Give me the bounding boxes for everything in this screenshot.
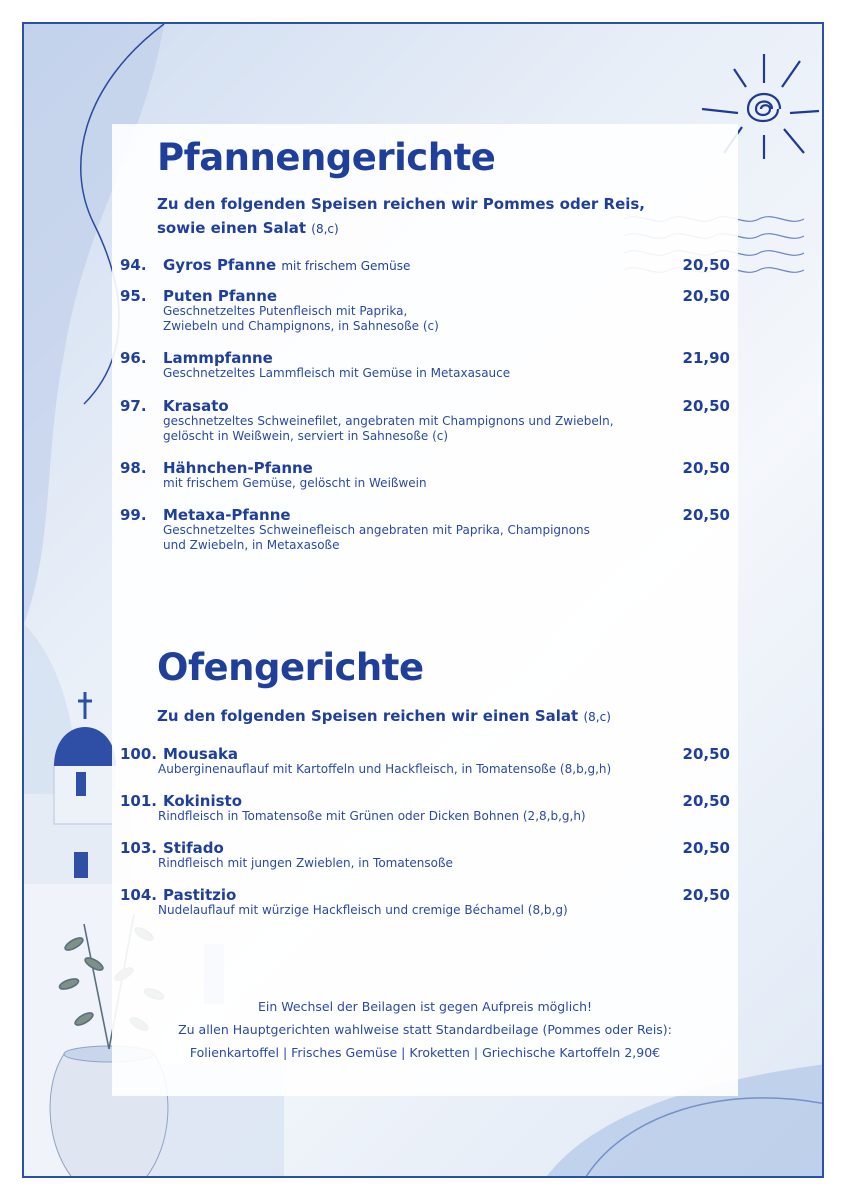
description-line: Nudelauflauf mit würzige Hackfleisch und cremige Béchamel (8,b,g) xyxy=(158,903,568,917)
description-line: geschnetzeltes Schweinefilet, angebraten mit Champignons und Zwiebeln, xyxy=(163,414,614,428)
section-title-ofengerichte: Ofengerichte xyxy=(157,646,424,689)
item-description xyxy=(163,304,439,334)
item-name-text: Mousaka xyxy=(163,745,239,763)
item-name xyxy=(163,459,313,477)
item-number: 94. xyxy=(120,256,147,274)
item-number: 98. xyxy=(120,459,147,477)
allergen-note: (8,c) xyxy=(311,222,339,236)
item-name-text: Metaxa-Pfanne xyxy=(163,506,291,524)
item-name-text: Hähnchen-Pfanne xyxy=(163,459,313,477)
item-name-text: Kokinisto xyxy=(163,792,243,810)
item-price: 20,50 xyxy=(682,745,730,763)
item-number: 101. xyxy=(120,792,158,810)
item-description xyxy=(163,414,614,444)
subtitle-line xyxy=(157,216,645,241)
item-name xyxy=(163,792,242,810)
allergen-note: (8,c) xyxy=(583,710,611,724)
item-price: 21,90 xyxy=(682,349,730,367)
item-description xyxy=(163,366,510,381)
subtitle-text: Zu den folgenden Speisen reichen wir einen Salat xyxy=(157,707,579,725)
item-name xyxy=(163,886,236,904)
item-price: 20,50 xyxy=(682,287,730,305)
description-line: Rindfleisch in Tomatensoße mit Grünen oder Dicken Bohnen (2,8,b,g,h) xyxy=(158,809,586,823)
footer-note xyxy=(112,995,738,1064)
item-name xyxy=(163,506,291,524)
item-number: 99. xyxy=(120,506,147,524)
item-number: 97. xyxy=(120,397,147,415)
item-price: 20,50 xyxy=(682,397,730,415)
description-line: mit frischem Gemüse, gelöscht in Weißwein xyxy=(163,476,427,490)
footer-line: Ein Wechsel der Beilagen ist gegen Aufpreis möglich! xyxy=(258,999,592,1014)
description-line: Auberginenauflauf mit Kartoffeln und Hackfleisch, in Tomatensoße (8,b,g,h) xyxy=(158,762,612,776)
subtitle-text: sowie einen Salat xyxy=(157,219,307,237)
item-number: 96. xyxy=(120,349,147,367)
item-number: 104. xyxy=(120,886,158,904)
item-name-text: Gyros Pfanne xyxy=(163,256,277,274)
item-description xyxy=(158,809,586,824)
item-number: 95. xyxy=(120,287,147,305)
item-price: 20,50 xyxy=(682,792,730,810)
item-name xyxy=(163,397,229,415)
item-description xyxy=(163,476,427,491)
item-number: 100. xyxy=(120,745,158,763)
item-name-text: Stifado xyxy=(163,839,224,857)
description-line: Geschnetzeltes Putenfleisch mit Paprika, xyxy=(163,304,408,318)
item-name xyxy=(163,839,224,857)
description-line: Geschnetzeltes Lammfleisch mit Gemüse in Metaxasauce xyxy=(163,366,511,380)
subtitle-line: Zu den folgenden Speisen reichen wir Pommes oder Reis, xyxy=(157,195,646,213)
item-name-text: Lammpfanne xyxy=(163,349,273,367)
section-subtitle xyxy=(157,192,645,241)
item-name xyxy=(163,256,410,274)
section-title-pfannengerichte: Pfannengerichte xyxy=(157,136,496,179)
footer-line: Zu allen Hauptgerichten wahlweise statt Standardbeilage (Pommes oder Reis): xyxy=(178,1022,672,1037)
item-price: 20,50 xyxy=(682,839,730,857)
item-description xyxy=(163,523,590,553)
item-price: 20,50 xyxy=(682,886,730,904)
item-number: 103. xyxy=(120,839,158,857)
description-line: gelöscht in Weißwein, serviert in Sahnesoße (c) xyxy=(163,429,449,443)
item-description xyxy=(158,762,611,777)
item-name-text: Krasato xyxy=(163,397,229,415)
item-name xyxy=(163,287,277,305)
item-name-text: Puten Pfanne xyxy=(163,287,278,305)
item-price: 20,50 xyxy=(682,256,730,274)
item-price: 20,50 xyxy=(682,506,730,524)
description-line: Geschnetzeltes Schweinefleisch angebraten mit Paprika, Champignons xyxy=(163,523,590,537)
description-line: Rindfleisch mit jungen Zwieblen, in Tomatensoße xyxy=(158,856,453,870)
item-description xyxy=(158,903,568,918)
section-subtitle xyxy=(157,704,611,729)
description-line: Zwiebeln und Champignons, in Sahnesoße (c) xyxy=(163,319,439,333)
item-price: 20,50 xyxy=(682,459,730,477)
item-name xyxy=(163,745,238,763)
item-description xyxy=(158,856,453,871)
item-inline-desc: mit frischem Gemüse xyxy=(281,259,411,273)
item-name-text: Pastitzio xyxy=(163,886,237,904)
description-line: und Zwiebeln, in Metaxasoße xyxy=(163,538,340,552)
item-name xyxy=(163,349,273,367)
footer-line: Folienkartoffel | Frisches Gemüse | Kroketten | Griechische Kartoffeln 2,90€ xyxy=(189,1045,661,1060)
